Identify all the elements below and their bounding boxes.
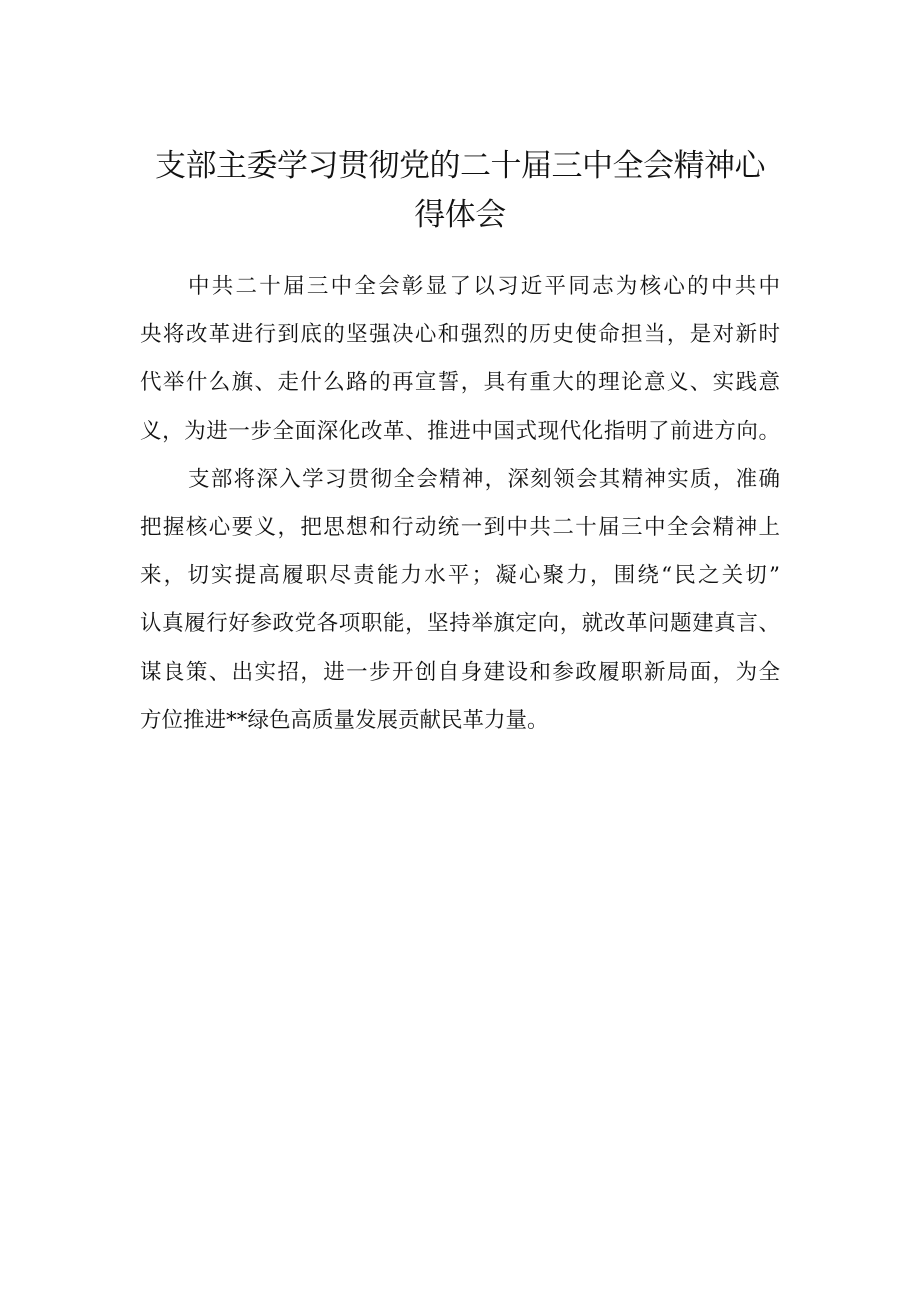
page-title xyxy=(140,142,780,240)
paragraph-line: 代举什么旗、走什么路的再宣誓，具有重大的理论意义、实践意 xyxy=(140,370,780,396)
paragraph-1 xyxy=(140,263,780,456)
paragraph-line: 义，为进一步全面深化改革、推进中国式现代化指明了前进方向。 xyxy=(140,418,780,444)
paragraph-line: 认真履行好参政党各项职能，坚持举旗定向，就改革问题建真言、 xyxy=(140,611,780,637)
paragraph-line: 支部将深入学习贯彻全会精神，深刻领会其精神实质，准确 xyxy=(188,466,780,492)
title-line-1: 支部主委学习贯彻党的二十届三中全会精神心 xyxy=(155,148,765,184)
paragraph-line: 方位推进**绿色高质量发展贡献民革力量。 xyxy=(140,707,549,733)
paragraph-2 xyxy=(140,456,780,745)
paragraph-line: 谋良策、出实招，进一步开创自身建设和参政履职新局面，为全 xyxy=(140,659,780,685)
document-body xyxy=(140,263,780,745)
paragraph-line: 中共二十届三中全会彰显了以习近平同志为核心的中共中 xyxy=(188,274,780,299)
paragraph-line: 把握核心要义，把思想和行动统一到中共二十届三中全会精神上 xyxy=(140,514,780,540)
paragraph-line: 央将改革进行到底的坚强决心和强烈的历史使命担当，是对新时 xyxy=(140,322,780,348)
title-line-2: 得体会 xyxy=(414,197,506,233)
paragraph-line: 来，切实提高履职尽责能力水平；凝心聚力，围绕“民之关切” xyxy=(140,563,780,589)
